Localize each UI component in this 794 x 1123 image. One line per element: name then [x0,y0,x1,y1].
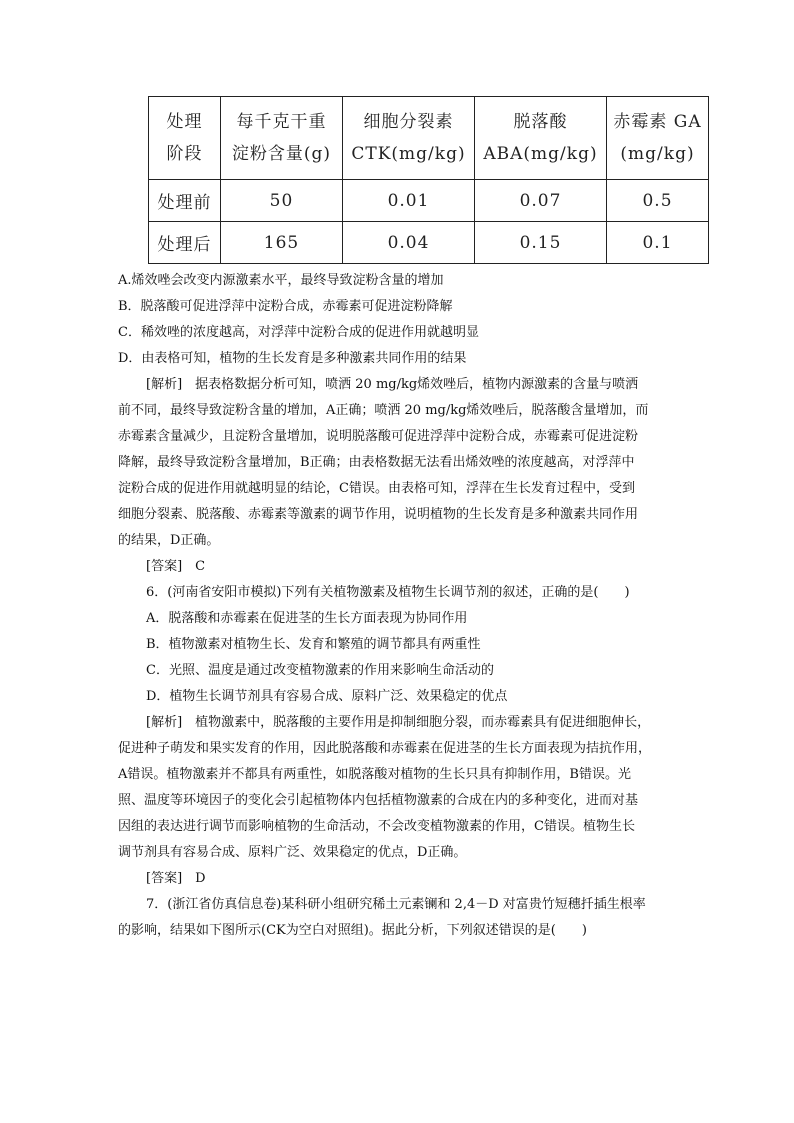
hormone-data-table [148,96,709,264]
q5-analysis-line: 细胞分裂素、脱落酸、赤霉素等激素的调节作用，说明植物的生长发育是多种激素共同作用 [118,507,639,522]
table-row [149,180,709,222]
q6-analysis-line: 调节剂具有容易合成、原料广泛、效果稳定的优点，D正确。 [118,845,467,860]
q5-option-b: B．脱落酸可促进浮萍中淀粉合成，赤霉素可促进淀粉降解 [118,299,453,314]
q6-analysis-line: 促进种子萌发和果实发育的作用，因此脱落酸和赤霉素在促进茎的生长方面表现为拮抗作用， [118,741,652,756]
header-cell-starch: 每千克干重 淀粉含量(g) [221,97,343,180]
q5-analysis-line: 降解，最终导致淀粉含量增加，B正确；由表格数据无法看出烯效唑的浓度越高，对浮萍中 [118,455,635,470]
q5-option-a: A.烯效唑会改变内源激素水平，最终导致淀粉含量的增加 [118,273,444,288]
q5-analysis-line: [解析] 据表格数据分析可知，喷洒 20 mg/kg烯效唑后，植物内源激素的含量与喷洒 [146,377,639,392]
header-cell-aba: 脱落酸 ABA(mg/kg) [475,97,607,180]
q6-option-b: B．植物激素对植物生长、发育和繁殖的调节都具有两重性 [146,637,481,652]
table-cell: 处理前 [149,180,221,222]
table-cell: 165 [221,222,343,264]
table-cell: 0.15 [475,222,607,264]
q6-option-c: C．光照、温度是通过改变植物激素的作用来影响生命活动的 [146,663,494,678]
table-cell: 处理后 [149,222,221,264]
header-cell-stage: 处理 阶段 [149,97,221,180]
q5-analysis-line: 前不同，最终导致淀粉含量的增加，A正确；喷洒 20 mg/kg烯效唑后，脱落酸含量增加，而 [118,403,649,418]
q5-answer: [答案] C [146,559,206,574]
table-cell: 0.5 [607,180,709,222]
q5-option-c: C．稀效唑的浓度越高，对浮萍中淀粉合成的促进作用就越明显 [118,325,479,340]
table-header-row [149,97,709,180]
header-cell-ga: 赤霉素 GA (mg/kg) [607,97,709,180]
header-cell-ctk: 细胞分裂素 CTK(mg/kg) [343,97,475,180]
table-cell: 0.04 [343,222,475,264]
table-cell: 50 [221,180,343,222]
q5-option-d: D．由表格可知，植物的生长发育是多种激素共同作用的结果 [118,351,467,366]
q6-option-d: D．植物生长调节剂具有容易合成、原料广泛、效果稳定的优点 [146,689,508,704]
q5-analysis-line: 的结果，D正确。 [118,533,220,548]
q6-analysis-line: 照、温度等环境因子的变化会引起植物体内包括植物激素的合成在内的多种变化，进而对基 [118,793,639,808]
q6-stem: 6．(河南省安阳市模拟)下列有关植物激素及植物生长调节剂的叙述，正确的是( ) [146,585,630,600]
q5-analysis-line: 赤霉素含量减少，且淀粉含量增加，说明脱落酸可促进浮萍中淀粉合成，赤霉素可促进淀粉 [118,429,639,444]
table-cell: 0.07 [475,180,607,222]
q6-analysis-line: A错误。植物激素并不都具有两重性，如脱落酸对植物的生长只具有抑制作用，B错误。光 [118,767,631,782]
q7-stem-line: 7．(浙江省仿真信息卷)某科研小组研究稀土元素镧和 2,4－D 对富贵竹短穗扦插生根率 [146,897,646,912]
table-cell: 0.1 [607,222,709,264]
q6-analysis-line: 因组的表达进行调节而影响植物的生命活动，不会改变植物激素的作用，C错误。植物生长 [118,819,635,834]
q6-analysis-line: [解析] 植物激素中，脱落酸的主要作用是抑制细胞分裂，而赤霉素具有促进细胞伸长， [146,715,651,730]
q5-analysis-line: 淀粉合成的促进作用就越明显的结论，C错误。由表格可知，浮萍在生长发育过程中，受到 [118,481,635,496]
table-row [149,222,709,264]
q6-option-a: A．脱落酸和赤霉素在促进茎的生长方面表现为协同作用 [146,611,468,626]
table-cell: 0.01 [343,180,475,222]
q7-stem-line: 的影响，结果如下图所示(CK为空白对照组)。据此分析，下列叙述错误的是( ) [118,923,587,938]
q6-answer: [答案] D [146,871,206,886]
